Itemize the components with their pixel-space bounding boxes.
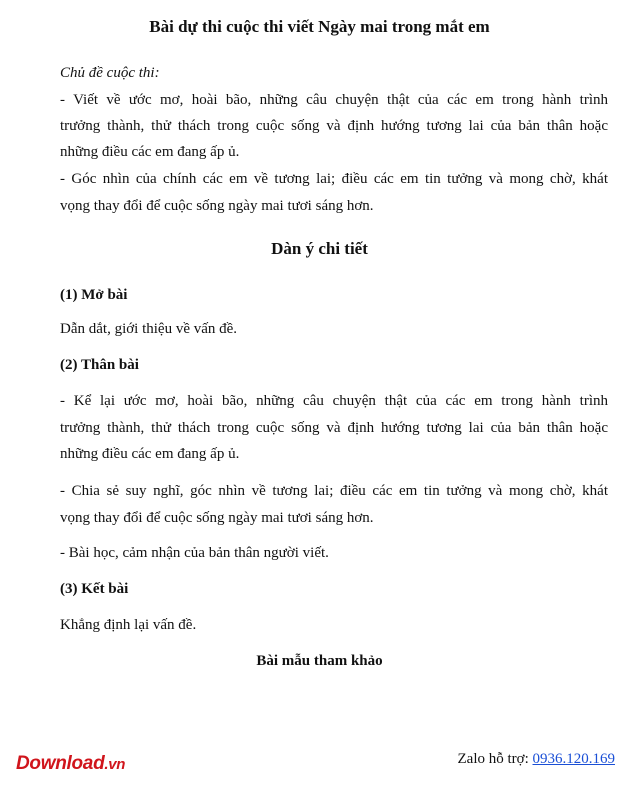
body-line: - Kể lại ước mơ, hoài bão, những câu chuyện thật của các em trong hành trình bbox=[60, 393, 608, 409]
topic-line: trưởng thành, thử thách trong cuộc sống và định hướng tương lai của bản thân hoặc bbox=[60, 118, 608, 134]
topic-line: - Viết về ước mơ, hoài bão, những câu chuyện thật của các em trong hành trình bbox=[60, 92, 608, 108]
logo-text: Download bbox=[16, 753, 105, 774]
body-line: - Bài học, cảm nhận của bản thân người viết. bbox=[60, 545, 329, 561]
download-vn-logo[interactable] bbox=[16, 752, 125, 776]
topic-line: những điều các em đang ấp ủ. bbox=[60, 144, 240, 160]
intro-heading: (1) Mở bài bbox=[60, 287, 128, 303]
topic-line: vọng thay đổi để cuộc sống ngày mai tươi sáng hơn. bbox=[60, 198, 374, 214]
body-heading: (2) Thân bài bbox=[60, 357, 139, 373]
body-line: những điều các em đang ấp ủ. bbox=[60, 446, 240, 462]
body-line: vọng thay đổi để cuộc sống ngày mai tươi sáng hơn. bbox=[60, 510, 374, 526]
zalo-support-label: Zalo hỗ trợ: bbox=[457, 751, 533, 767]
outline-heading: Dàn ý chi tiết bbox=[271, 239, 368, 258]
conclusion-text: Khẳng định lại vấn đề. bbox=[60, 617, 197, 633]
zalo-phone-link[interactable]: 0936.120.169 bbox=[532, 751, 615, 767]
intro-text: Dẫn dắt, giới thiệu về vấn đề. bbox=[60, 321, 238, 337]
topic-line: - Góc nhìn của chính các em về tương lai; điều các em tin tưởng và mong chờ, khát bbox=[60, 171, 608, 187]
conclusion-heading: (3) Kết bài bbox=[60, 581, 129, 597]
body-line: trưởng thành, thử thách trong cuộc sống và định hướng tương lai của bản thân hoặc bbox=[60, 420, 608, 436]
sample-heading: Bài mẫu tham khảo bbox=[256, 653, 383, 669]
body-line: - Chia sẻ suy nghĩ, góc nhìn về tương lai; điều các em tin tưởng và mong chờ, khát bbox=[60, 483, 608, 499]
topic-label: Chủ đề cuộc thi: bbox=[60, 65, 160, 81]
zalo-support bbox=[458, 749, 616, 769]
logo-tld: .vn bbox=[104, 756, 126, 773]
document-title: Bài dự thi cuộc thi viết Ngày mai trong mắt em bbox=[149, 17, 490, 36]
